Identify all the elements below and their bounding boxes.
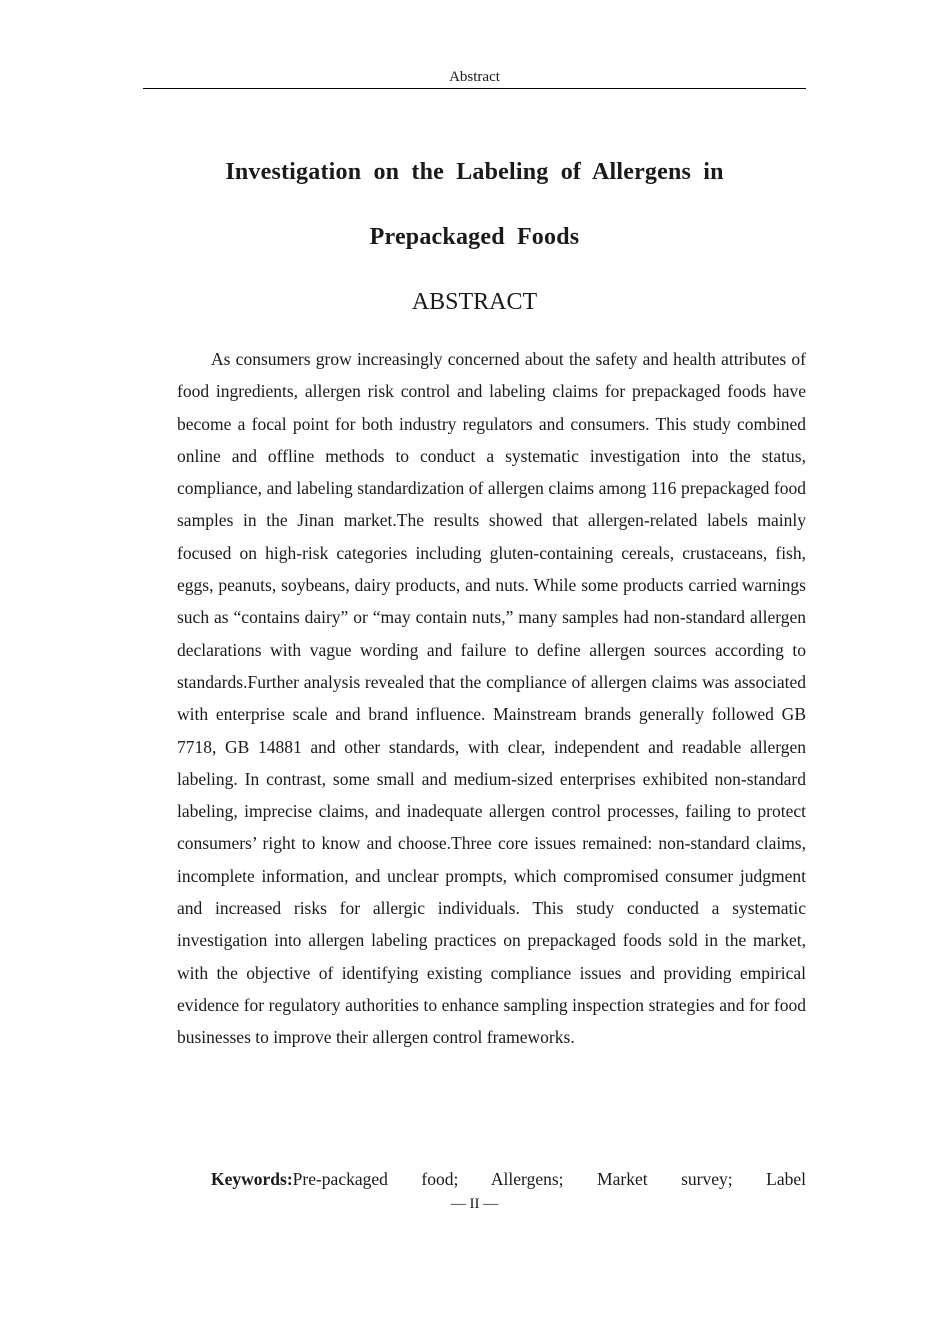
running-header — [143, 68, 806, 89]
keywords-label: Keywords: — [211, 1169, 293, 1189]
page-number: — II — — [450, 1196, 499, 1212]
abstract-heading: ABSTRACT — [411, 289, 538, 315]
paper-title-line-2: Prepackaged Foods — [369, 224, 580, 250]
running-header-title: Abstract — [449, 69, 500, 85]
paper-title — [143, 140, 806, 270]
abstract-body: As consumers grow increasingly concerned about the safety and health attributes of food ingredients, allergen risk control and labeling claims for prepackaged foods have become a focal point for both industry regulators and consumers. This study combined online and offline methods to conduct a systematic investigation into the status, compliance, and labeling standardization of allergen claims among 116 prepackaged food samples in the Jinan market.The results showed that allergen-related labels mainly focused on high-risk categories including gluten-containing cereals, crustaceans, fish, eggs, peanuts, soybeans, dairy products, and nuts. While some products carried warnings such as “contains dairy” or “may contain nuts,” many samples had non-standard allergen declarations with vague wording and failure to define allergen sources according to standards.Further analysis revealed that the compliance of allergen claims was associated with enterprise scale and brand influence. Mainstream brands generally followed GB 7718, GB 14881 and other standards, with clear, independent and readable allergen labeling. In contrast, some small and medium-sized enterprises exhibited non-standard labeling, imprecise claims, and inadequate allergen control processes, failing to protect consumers’ right to know and choose.Three core issues remained: non-standard claims, incomplete information, and unclear prompts, which compromised consumer judgment and increased risks for allergic individuals. This study conducted a systematic investigation into allergen labeling practices on prepackaged foods sold in the market, with the objective of identifying existing compliance issues and providing empirical evidence for regulatory authorities to enhance sampling inspection strategies and for food businesses to improve their allergen control frameworks. — [177, 349, 806, 1048]
keywords-line — [177, 1164, 806, 1194]
keywords-text: Pre-packaged food; Allergens; Market survey; Label — [292, 1169, 806, 1189]
paper-title-line-1: Investigation on the Labeling of Allergens in — [225, 159, 724, 185]
